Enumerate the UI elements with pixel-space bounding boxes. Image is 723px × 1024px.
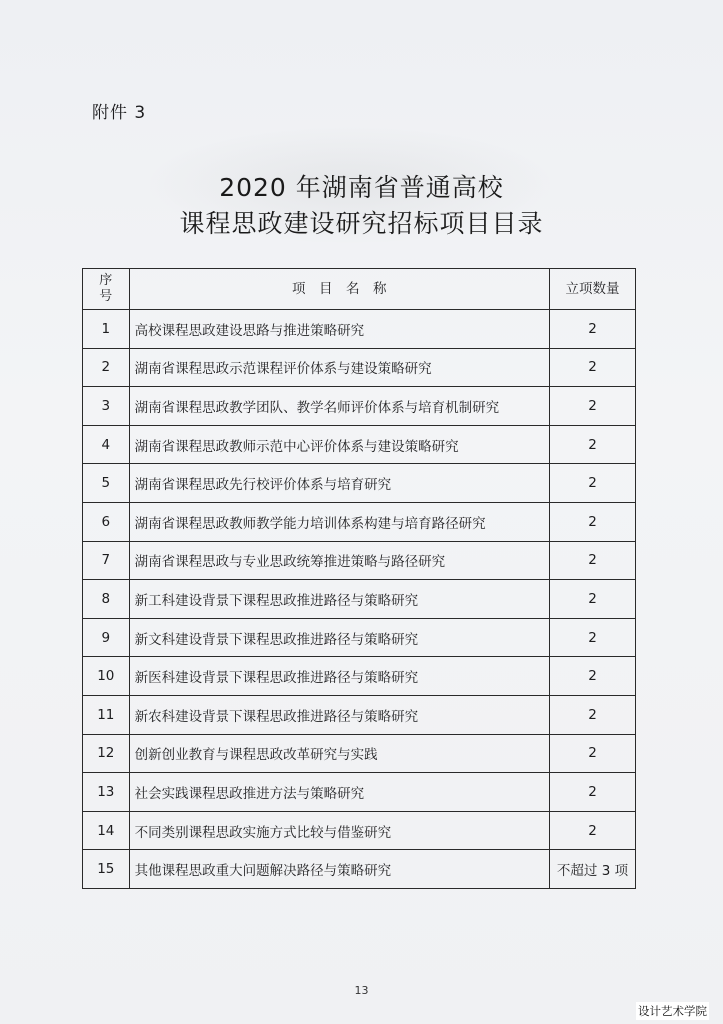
row-number: 7 [83,541,130,580]
row-project-count: 2 [550,773,636,812]
project-catalog-table [82,268,636,889]
row-number: 9 [83,618,130,657]
row-project-count: 2 [550,580,636,619]
header-number-line-1: 序 [99,272,113,288]
row-project-count: 不超过 3 项 [550,850,636,889]
row-project-name: 湖南省课程思政教师教学能力培训体系构建与培育路径研究 [129,502,549,541]
row-project-count: 2 [550,657,636,696]
row-project-count: 2 [550,541,636,580]
row-project-count: 2 [550,425,636,464]
header-number [83,269,130,310]
table-row [83,580,636,619]
table-row [83,348,636,387]
row-number: 12 [83,734,130,773]
row-project-name: 湖南省课程思政教师示范中心评价体系与建设策略研究 [129,425,549,464]
row-number: 3 [83,387,130,426]
row-project-count: 2 [550,502,636,541]
row-project-name: 其他课程思政重大问题解决路径与策略研究 [129,850,549,889]
row-number: 2 [83,348,130,387]
row-project-count: 2 [550,387,636,426]
row-number: 10 [83,657,130,696]
header-project-count: 立项数量 [550,269,636,310]
header-number-line-2: 号 [99,289,113,304]
row-number: 13 [83,773,130,812]
row-project-count: 2 [550,464,636,503]
row-project-name: 新文科建设背景下课程思政推进路径与策略研究 [129,618,549,657]
row-project-count: 2 [550,811,636,850]
table-row [83,695,636,734]
row-project-name: 新农科建设背景下课程思政推进路径与策略研究 [129,695,549,734]
document-title-line-2: 课程思政建设研究招标项目目录 [179,209,544,238]
row-project-count: 2 [550,695,636,734]
row-project-name: 不同类别课程思政实施方式比较与借鉴研究 [129,811,549,850]
header-project-name: 项 目 名 称 [129,269,549,310]
row-project-count: 2 [550,310,636,349]
document-title-line-1: 2020 年湖南省普通高校 [219,173,504,202]
table-row [83,387,636,426]
watermark-label: 设计艺术学院 [638,1004,707,1018]
table-row [83,310,636,349]
row-number: 6 [83,502,130,541]
row-project-name: 湖南省课程思政先行校评价体系与培育研究 [129,464,549,503]
table-row [83,425,636,464]
table-row [83,541,636,580]
table-row [83,657,636,696]
table-row [83,618,636,657]
row-number: 5 [83,464,130,503]
row-project-name: 创新创业教育与课程思政改革研究与实践 [129,734,549,773]
table-body [83,310,636,889]
row-number: 11 [83,695,130,734]
row-number: 15 [83,850,130,889]
row-number: 4 [83,425,130,464]
table-row [83,850,636,889]
row-project-name: 社会实践课程思政推进方法与策略研究 [129,773,549,812]
table-header [83,269,636,310]
table-row [83,502,636,541]
row-project-count: 2 [550,348,636,387]
row-project-name: 湖南省课程思政教学团队、教学名师评价体系与培育机制研究 [129,387,549,426]
row-project-name: 湖南省课程思政与专业思政统筹推进策略与路径研究 [129,541,549,580]
row-project-name: 高校课程思政建设思路与推进策略研究 [129,310,549,349]
table-row [83,773,636,812]
table-row [83,464,636,503]
row-project-name: 新工科建设背景下课程思政推进路径与策略研究 [129,580,549,619]
header-row [83,269,636,310]
row-project-name: 湖南省课程思政示范课程评价体系与建设策略研究 [129,348,549,387]
page-number: 13 [354,984,369,997]
row-number: 14 [83,811,130,850]
row-project-name: 新医科建设背景下课程思政推进路径与策略研究 [129,657,549,696]
table-row [83,734,636,773]
table-row [83,811,636,850]
row-number: 1 [83,310,130,349]
row-number: 8 [83,580,130,619]
row-project-count: 2 [550,618,636,657]
row-project-count: 2 [550,734,636,773]
attachment-label: 附件 3 [92,103,147,123]
